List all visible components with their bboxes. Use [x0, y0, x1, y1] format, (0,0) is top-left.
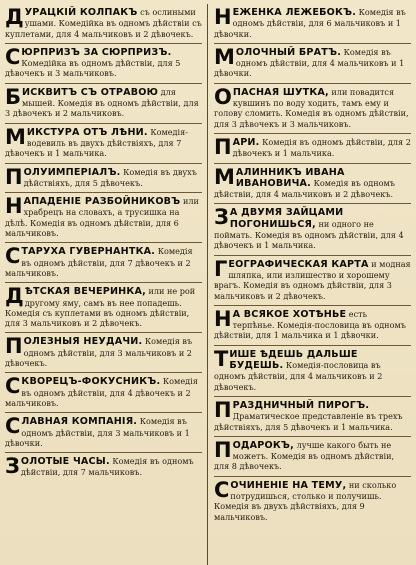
entry-title: АПАДЕНІЕ РАЗБОЙНИКОВЪ — [23, 196, 181, 208]
entry-title: ѢТСКАЯ ВЕЧЕРИНКА, — [24, 286, 146, 298]
entry-title: ОЛЕЗНЫЯ НЕУДАЧИ. — [23, 336, 143, 348]
entry-description: Комедія въ двухъ дѣйствіяхъ, для 5 дѣвочекъ. — [23, 166, 197, 188]
entry-description: ни сколько потрудишься, столько и получишь. Комедія въ двухъ дѣйствіяхъ, для 9 мальчиковъ. — [214, 479, 397, 522]
entry-title: ИШЕ ѢДЕШЬ ДАЛЬШЕ БУДЕШЬ. — [229, 348, 358, 372]
catalog-entry — [5, 413, 202, 453]
entry-description: Комедія въ одномъ дѣйствіи, для 3 мальчиковъ и 2 дѣвочекъ. — [5, 336, 193, 369]
drop-cap: П — [214, 437, 232, 462]
drop-cap: Д — [5, 5, 24, 29]
catalog-entry — [214, 397, 411, 437]
entry-description: или храбрецъ на словахъ, а трусишка на дѣлѣ. Комедія въ одномъ дѣйствіи, для 6 мальчиковъ. — [5, 196, 199, 239]
entry-description: или повадится кувшинъ по воду ходить, тамъ ему и голову сломить. Комедія въ одномъ дѣйствіи, для 3 дѣвочекъ и 3 мальчиковъ. — [214, 86, 409, 129]
catalog-entry — [214, 134, 411, 164]
catalog-entry — [5, 453, 202, 482]
entry-title: ИКСТУРА ОТЪ ЛѢНИ. — [26, 126, 148, 138]
entry-title: А ДВУМЯ ЗАЙЦАМИ ПОГОНИШЬСЯ, — [229, 207, 344, 230]
catalog-entry — [5, 243, 202, 283]
drop-cap: Б — [5, 84, 22, 109]
catalog-entry — [214, 306, 411, 346]
entry-description: и модная шляпка, или излишество и хорошему врагъ. Комедія въ одномъ дѣйствіи, для 3 мальчиковъ и 2 дѣвочекъ. — [214, 258, 411, 301]
drop-cap: П — [214, 397, 232, 422]
drop-cap: Т — [214, 346, 229, 371]
catalog-entry — [214, 4, 411, 44]
catalog-entry — [5, 44, 202, 84]
entry-description: лучше какого быть не можетъ. Комедія въ одномъ дѣйствіи, для 8 дѣвочекъ. — [214, 439, 395, 472]
drop-cap: М — [5, 124, 26, 149]
entry-title: ОЛОТЫЕ ЧАСЫ. — [20, 456, 110, 468]
catalog-entry — [5, 4, 202, 44]
catalog-entry — [214, 44, 411, 84]
catalog-entry — [5, 333, 202, 373]
drop-cap: С — [5, 244, 21, 269]
right-column — [208, 4, 411, 565]
drop-cap: О — [214, 84, 232, 109]
entry-description: Драматическое представленіе въ трехъ дѣйствіяхъ, для 5 дѣвочекъ и 1 мальчика. — [214, 411, 403, 432]
drop-cap: Д — [5, 284, 24, 309]
entry-title: ЮРПРИЗЪ ЗА СЮРПРИЗЪ. — [21, 46, 172, 58]
entry-description: есть терпѣнье. Комедія-пословица въ одномъ дѣйствіи, для 1 мальчика и 1 дѣвочки. — [214, 308, 406, 341]
entry-title: ТАРУХА ГУВЕРНАНТКА. — [21, 246, 156, 258]
entry-title: КВОРЕЦЪ-ФОКУСНИКЪ. — [21, 376, 161, 388]
entry-description: Комедія въ одномъ дѣйствіи, для 3 мальчиковъ и 1 дѣвочки. — [5, 416, 190, 448]
drop-cap: З — [214, 205, 229, 230]
entry-description: Комедія въ одномъ дѣйствіи, для 4 мальчиковъ и 1 дѣвочки. — [214, 46, 405, 79]
drop-cap: Н — [214, 306, 232, 331]
entry-description: Комедія въ одномъ дѣйствіи, для 4 мальчиковъ и 2 дѣвочекъ. — [214, 177, 395, 200]
catalog-entry — [214, 477, 411, 526]
drop-cap: Н — [214, 5, 232, 29]
entry-title: РАЗДНИЧНЫЙ ПИРОГЪ. — [232, 399, 370, 411]
entry-description: съ ослиными ушами. Комедійка въ одномъ дѣйствіи съ куплетами, для 4 мальчиковъ и 2 дѣвочекъ. — [5, 7, 202, 39]
catalog-entry — [214, 346, 411, 397]
drop-cap: П — [5, 334, 23, 359]
entry-title: ЕОГРАФИЧЕСКАЯ КАРТА — [228, 258, 369, 270]
drop-cap: С — [5, 414, 21, 439]
catalog-entry — [214, 437, 411, 477]
entry-description: Комедія-водевиль въ двухъ дѣйствіяхъ, для 7 дѣвочекъ и 1 мальчика. — [5, 126, 188, 159]
drop-cap: М — [214, 44, 235, 69]
catalog-entry — [5, 124, 202, 164]
entry-title: ЛАВНАЯ КОМПАНІЯ. — [21, 416, 138, 428]
left-column — [5, 4, 208, 565]
entry-title: ИСКВИТЪ СЪ ОТРАВОЮ — [22, 86, 159, 98]
catalog-entry — [5, 164, 202, 194]
entry-description: Комедія въ одномъ дѣйствіи, для 2 дѣвочекъ и 1 мальчика. — [232, 136, 411, 159]
drop-cap: С — [214, 477, 230, 502]
catalog-entry — [5, 193, 202, 243]
catalog-entry — [5, 283, 202, 333]
entry-description: Комедія въ одномъ дѣйствіи, для 7 дѣвочекъ и 2 мальчиковъ. — [5, 246, 193, 278]
drop-cap: М — [214, 164, 235, 189]
entry-description: Комедійка въ одномъ дѣйствіи, для 5 дѣвочекъ и 3 мальчиковъ. — [5, 58, 181, 79]
entry-title: ОЧИНЕНІЕ НА ТЕМУ, — [230, 479, 347, 491]
entry-title: ОЛУИМПЕРІАЛЪ. — [23, 166, 121, 178]
drop-cap: Г — [214, 256, 228, 281]
entry-description: Комедія-пословица въ одномъ дѣйствіи, для 4 мальчиковъ и 2 дѣвочекъ. — [214, 360, 383, 392]
drop-cap: Н — [5, 194, 23, 219]
drop-cap: С — [5, 44, 21, 69]
entry-title: ОДАРОКЪ, — [232, 439, 294, 451]
entry-description: для мышей. Комедія въ одномъ дѣйствіи, для 3 дѣвочекъ и 2 мальчиковъ. — [5, 86, 199, 119]
entry-description: Комедія въ одномъ дѣйствіи, для 6 мальчиковъ и 1 дѣвочки. — [214, 7, 406, 39]
entry-description: Комедія въ одномъ дѣйствіи, для 4 дѣвочекъ и 2 мальчиковъ. — [5, 376, 198, 408]
drop-cap: С — [5, 374, 21, 399]
drop-cap: П — [214, 134, 232, 159]
entry-description: или не рой другому яму, самъ въ нее попадешь. Комедія съ куплетами въ одномъ дѣйствіи, для 3 мальчиковъ и 2 дѣвочекъ. — [5, 286, 196, 329]
entry-description: ни одного не поймать. Комедія въ одномъ дѣйствіи, для 4 дѣвочекъ и 1 мальчика. — [214, 218, 404, 251]
catalog-entry — [214, 84, 411, 134]
entry-description: Комедія въ одномъ дѣйствіи, для 7 мальчиковъ. — [20, 456, 194, 478]
catalog-entry — [5, 84, 202, 124]
entry-title: ЕЖЕНКА ЛЕЖЕБОКЪ. — [232, 7, 357, 18]
entry-title: УРАЦКІЙ КОЛПАКЪ — [24, 7, 138, 18]
drop-cap: З — [5, 454, 20, 479]
catalog-entry — [214, 164, 411, 205]
drop-cap: П — [5, 164, 23, 189]
entry-title: АЛИННИКЪ ИВАНА ИВАНОВИЧА. — [235, 166, 345, 189]
entry-title: А ВСЯКОЕ ХОТѢНЬЕ — [232, 308, 347, 320]
entry-title: ПАСНАЯ ШУТКА, — [232, 86, 329, 98]
catalog-entry — [214, 256, 411, 306]
entry-title: АРИ. — [232, 136, 260, 148]
catalog-entry — [5, 373, 202, 413]
catalog-entry — [214, 204, 411, 255]
entry-title: ОЛОЧНЫЙ БРАТЪ. — [235, 46, 342, 58]
